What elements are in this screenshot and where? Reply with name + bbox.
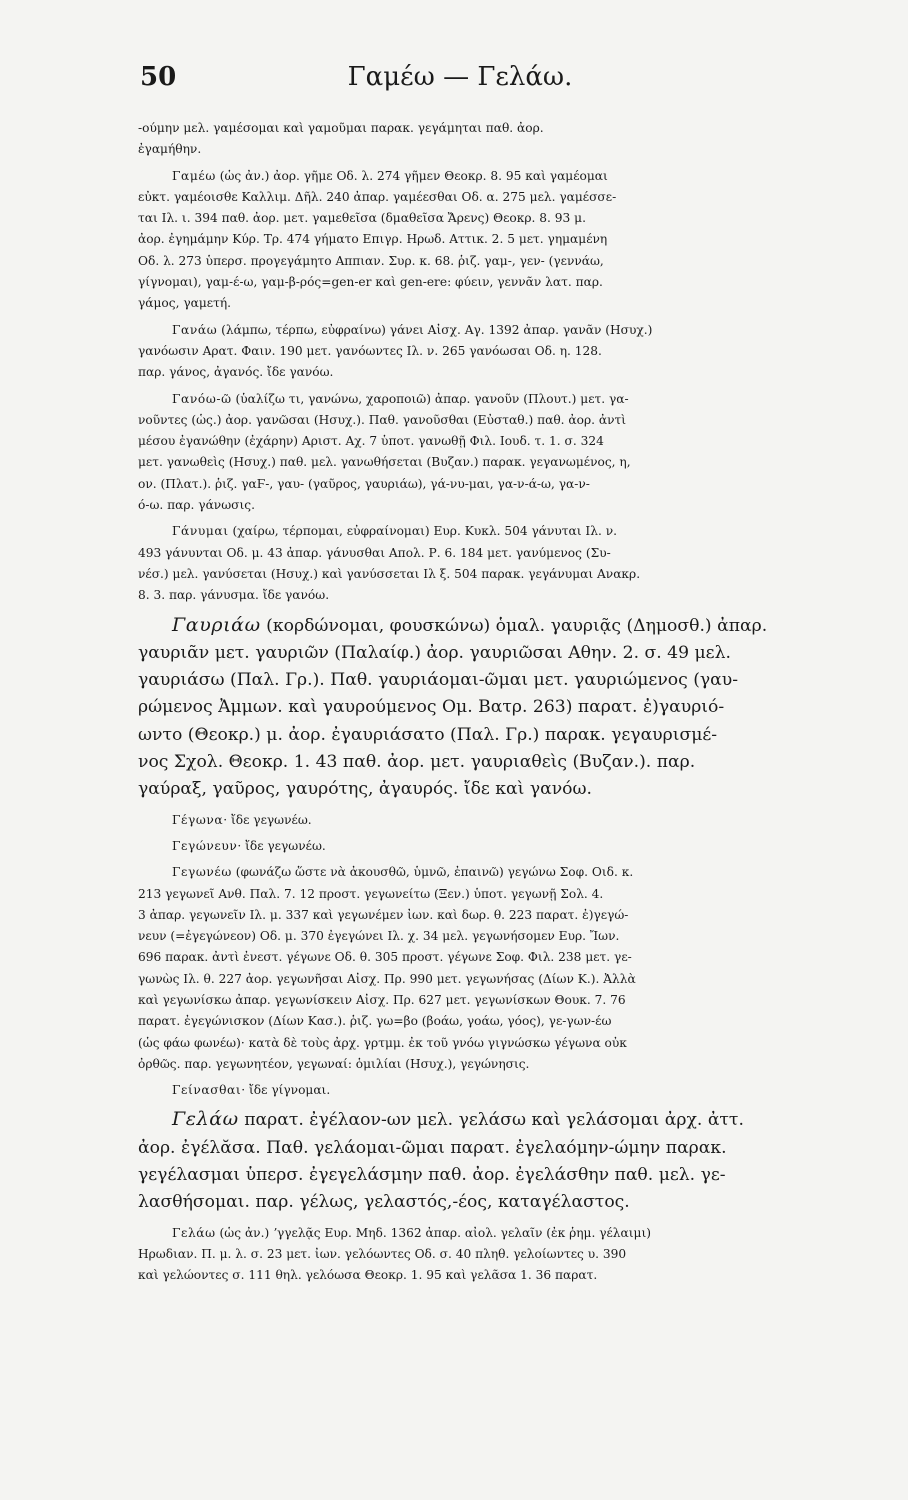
entry-text: (λάμπω, τέρπω, εὐφραίνω) γάνει Αἰσχ. Αγ. 1392 ἀπαρ. γανᾶν (Ησυχ.) xyxy=(217,322,653,337)
entry-line xyxy=(138,926,854,947)
entry-headword: Γαυριάω xyxy=(172,613,261,636)
entry-text: · ἴδε γεγωνέω. xyxy=(223,812,312,827)
entry-headword: Γείνασθαι xyxy=(172,1083,242,1098)
dictionary-entry xyxy=(138,389,854,517)
entry-text: · ἴδε γεγωνέω. xyxy=(237,838,326,853)
entry-text: καὶ γελώοντες σ. 111 θηλ. γελόωσα Θεοκρ. 1. 95 καὶ γελᾶσα 1. 36 παρατ. xyxy=(138,1268,598,1283)
entry-text: (ὡς ἀν.) ʼγγελᾷς Ευρ. Μηδ. 1362 ἀπαρ. αἰολ. γελαῖν (ἐκ ῥημ. γέλαιμι) xyxy=(215,1225,651,1240)
entry-line xyxy=(138,272,854,293)
entry-line xyxy=(138,293,854,314)
entry-text: γάμος, γαμετή. xyxy=(138,296,232,311)
entry-line xyxy=(138,543,854,564)
entry-line xyxy=(138,640,854,667)
entry-text: γαύραξ, γαῦρος, γαυρότης, ἀγαυρός. ἴδε καὶ γανόω. xyxy=(138,779,593,800)
dictionary-entry xyxy=(138,836,854,857)
entry-text: · ἴδε γίγνομαι. xyxy=(241,1083,331,1098)
entry-line xyxy=(138,139,854,160)
entry-line xyxy=(138,884,854,905)
entry-text: παρατ. ἐγεγώνισκον (Δίων Κασ.). ῥιζ. γω=βο (βοάω, γοάω, γόος), γε-γων-έω xyxy=(138,1014,612,1029)
dictionary-entry xyxy=(138,118,854,161)
page-header xyxy=(130,62,790,102)
entry-text: γανόωσιν Αρατ. Φαιν. 190 μετ. γανόωντες Ιλ. ν. 265 γανόωσαι Οδ. η. 128. xyxy=(138,343,602,358)
entry-line xyxy=(138,251,854,272)
entry-text: νέσ.) μελ. γανύσεται (Ησυχ.) καὶ γανύσσεται Ιλ ξ. 504 παρακ. γεγάνυμαι Ανακρ. xyxy=(138,566,641,581)
page-number: 50 xyxy=(140,62,177,92)
entry-line xyxy=(138,474,854,495)
entry-line xyxy=(138,862,854,883)
entry-line xyxy=(138,969,854,990)
entry-text: γωνὼς Ιλ. θ. 227 ἀορ. γεγωνῆσαι Αἰσχ. Πρ. 990 μετ. γεγωνήσας (Δίων Κ.). Ἀλλὰ xyxy=(138,971,636,986)
dictionary-entry xyxy=(138,1080,854,1101)
entry-line xyxy=(138,1011,854,1032)
entry-text: παρατ. ἐγέλαον-ων μελ. γελάσω καὶ γελάσομαι ἀρχ. ἀττ. xyxy=(238,1110,744,1131)
entry-headword: Γάνυμαι xyxy=(172,524,229,539)
entry-headword: Γεγωνέω xyxy=(172,865,232,880)
entry-text: 493 γάνυνται Οδ. μ. 43 ἀπαρ. γάνυσθαι Απολ. Ρ. 6. 184 μετ. γανύμενος (Συ- xyxy=(138,545,611,560)
entry-line xyxy=(138,749,854,776)
entry-text: ὀρθῶς. παρ. γεγωνητέον, γεγωναί: ὁμιλίαι (Ησυχ.), γεγώνησις. xyxy=(138,1056,530,1071)
entry-headword: Γανόω-ῶ xyxy=(172,391,232,406)
entry-text: (κορδώνομαι, φουσκώνω) ὁμαλ. γαυριᾷς (Δημοσθ.) ἀπαρ. xyxy=(260,615,768,636)
entry-line xyxy=(138,452,854,473)
entry-line xyxy=(138,1162,854,1189)
entry-text: μετ. γανωθεὶς (Ησυχ.) παθ. μελ. γανωθήσεται (Βυζαν.) παρακ. γεγανωμένος, η, xyxy=(138,455,631,470)
running-head: Γαμέω — Γελάω. xyxy=(347,62,573,92)
entry-text: μέσου ἐγανώθην (ἐχάρην) Αριστ. Αχ. 7 ὑποτ. γανωθῇ Φιλ. Ιουδ. τ. 1. σ. 324 xyxy=(138,434,604,449)
entry-text: 3 ἀπαρ. γεγωνεῖν Ιλ. μ. 337 καὶ γεγωνέμεν ἰων. καὶ δωρ. θ. 223 παρατ. ἐ)γεγώ- xyxy=(138,907,629,922)
entry-line xyxy=(138,1080,854,1101)
dictionary-entry xyxy=(138,166,854,315)
entry-headword: Γεγώνευν xyxy=(172,838,238,853)
entry-line xyxy=(138,362,854,383)
entry-line xyxy=(138,1135,854,1162)
entry-line xyxy=(138,166,854,187)
entry-line xyxy=(138,836,854,857)
dictionary-entry xyxy=(138,1106,854,1216)
dictionary-body xyxy=(138,118,854,1292)
entry-text: (ὑαλίζω τι, γανώνω, χαροποιῶ) ἀπαρ. γανοῦν (Πλουτ.) μετ. γα- xyxy=(231,391,629,406)
entry-line xyxy=(138,229,854,250)
entry-text: γαυριάσω (Παλ. Γρ.). Παθ. γαυριάομαι-ῶμαι μετ. γαυριώμενος (γαυ- xyxy=(138,670,739,691)
entry-line xyxy=(138,1054,854,1075)
entry-text: νοῦντες (ὡς.) ἀορ. γανῶσαι (Ησυχ.). Παθ. γανοῦσθαι (Εὐσταθ.) παθ. ἀορ. ἀντὶ xyxy=(138,412,627,427)
entry-text: ον. (Πλατ.). ῥιζ. γαϜ-, γαυ- (γαῦρος, γαυριάω), γά-νυ-μαι, γα-ν-ά-ω, γα-ν- xyxy=(138,476,590,491)
entry-text: (ὡς φάω φωνέω)· κατὰ δὲ τοὺς ἀρχ. γρτμμ. ἐκ τοῦ γνόω γιγνώσκω γέγωνα οὐκ xyxy=(138,1035,627,1050)
dictionary-entry xyxy=(138,320,854,384)
entry-line xyxy=(138,320,854,341)
entry-line xyxy=(138,187,854,208)
entry-headword: Γελάω xyxy=(172,1225,216,1240)
entry-line xyxy=(138,585,854,606)
entry-line xyxy=(138,905,854,926)
entry-text: ται Ιλ. ι. 394 παθ. ἀορ. μετ. γαμεθεῖσα (δμαθεῖσα Ἄρενς) Θεοκρ. 8. 93 μ. xyxy=(138,211,586,226)
entry-line xyxy=(138,1244,854,1265)
entry-line xyxy=(138,1106,854,1134)
entry-text: Ηρωδιαν. Π. μ. λ. σ. 23 μετ. ἰων. γελόωντες Οδ. σ. 40 πληθ. γελοίωντες υ. 390 xyxy=(138,1246,627,1261)
entry-text: Οδ. λ. 273 ὑπερσ. προγεγάμητο Αππιαν. Συρ. κ. 68. ῥιζ. γαμ-, γεν- (γεννάω, xyxy=(138,253,604,268)
entry-text: ἀορ. ἐγημάμην Κύρ. Τρ. 474 γήματο Επιγρ. Ηρωδ. Αττικ. 2. 5 μετ. γημαμένη xyxy=(138,232,608,247)
entry-line xyxy=(138,1033,854,1054)
entry-text: ωντο (Θεοκρ.) μ. ἀορ. ἐγαυριάσατο (Παλ. Γρ.) παρακ. γεγαυρισμέ- xyxy=(138,724,718,745)
entry-line xyxy=(138,667,854,694)
dictionary-entry xyxy=(138,862,854,1075)
entry-text: παρ. γάνος, ἀγανός. ἴδε γανόω. xyxy=(138,365,334,380)
entry-text: -ούμην μελ. γαμέσομαι καὶ γαμοῦμαι παρακ. γεγάμηται παθ. ἀορ. xyxy=(138,121,544,135)
entry-headword: Γέγωνα xyxy=(172,812,224,827)
entry-line xyxy=(138,947,854,968)
entry-text: γαυριᾶν μετ. γαυριῶν (Παλαίφ.) ἀορ. γαυριῶσαι Αθην. 2. σ. 49 μελ. xyxy=(138,642,731,663)
entry-text: νος Σχολ. Θεοκρ. 1. 43 παθ. ἀορ. μετ. γαυριαθεὶς (Βυζαν.). παρ. xyxy=(138,752,696,773)
entry-line xyxy=(138,810,854,831)
entry-text: 696 παρακ. ἀντὶ ἐνεστ. γέγωνε Οδ. θ. 305 προστ. γέγωνε Σοφ. Φιλ. 238 μετ. γε- xyxy=(138,950,632,965)
entry-line xyxy=(138,1189,854,1216)
entry-line xyxy=(138,118,854,139)
dictionary-entry xyxy=(138,810,854,831)
entry-text: (ὡς ἀν.) ἀορ. γῆμε Οδ. λ. 274 γῆμεν Θεοκρ. 8. 95 καὶ γαμέομαι xyxy=(215,168,608,183)
dictionary-entry xyxy=(138,521,854,606)
entry-text: γίγνομαι), γαμ-έ-ω, γαμ-β-ρός=gen-er καὶ gen-ere: φύειν, γεννᾶν λατ. παρ. xyxy=(138,275,603,290)
entry-text: γεγέλασμαι ὑπερσ. ἐγεγελάσμην παθ. ἀορ. ἐγελάσθην παθ. μελ. γε- xyxy=(138,1165,726,1186)
entry-text: ό-ω. παρ. γάνωσις. xyxy=(138,498,255,513)
entry-text: ρώμενος Ἀμμων. καὶ γαυρούμενος Ομ. Βατρ. 263) παρατ. ἐ)γαυριό- xyxy=(138,697,725,718)
entry-headword: Γανάω xyxy=(172,322,218,337)
entry-line xyxy=(138,1223,854,1244)
entry-line xyxy=(138,776,854,803)
entry-text: νευν (=ἐγεγώνεον) Οδ. μ. 370 ἐγεγώνει Ιλ. χ. 34 μελ. γεγωνήσομεν Ευρ. Ἴων. xyxy=(138,929,620,944)
entry-line xyxy=(138,521,854,542)
dictionary-entry xyxy=(138,1223,854,1287)
entry-line xyxy=(138,495,854,516)
dictionary-entry xyxy=(138,612,854,804)
entry-text: καὶ γεγωνίσκω ἀπαρ. γεγωνίσκειν Αἰσχ. Πρ. 627 μετ. γεγωνίσκων Θουκ. 7. 76 xyxy=(138,992,626,1007)
entry-line xyxy=(138,341,854,362)
entry-text: 8. 3. παρ. γάνυσμα. ἴδε γανόω. xyxy=(138,588,330,603)
entry-text: ἀορ. ἐγέλᾰσα. Παθ. γελάομαι-ῶμαι παρατ. ἐγελαόμην-ώμην παρακ. xyxy=(138,1137,727,1158)
entry-line xyxy=(138,431,854,452)
entry-line xyxy=(138,1265,854,1286)
entry-text: 213 γεγωνεῖ Ανθ. Παλ. 7. 12 προστ. γεγωνείτω (Ξεν.) ὑποτ. γεγωνῇ Σολ. 4. xyxy=(138,886,604,901)
entry-text: (φωνάζω ὥστε νὰ ἀκουσθῶ, ὑμνῶ, ἐπαινῶ) γεγώνω Σοφ. Οιδ. κ. xyxy=(231,865,634,880)
entry-text: λασθήσομαι. παρ. γέλως, γελαστός,-έος, καταγέλαστος. xyxy=(138,1192,630,1213)
entry-text: εὐκτ. γαμέοισθε Καλλιμ. Δῆλ. 240 ἀπαρ. γαμέεσθαι Οδ. α. 275 μελ. γαμέσσε- xyxy=(138,189,617,204)
entry-line xyxy=(138,694,854,721)
entry-headword: Γαμέω xyxy=(172,168,216,183)
entry-text: (χαίρω, τέρπομαι, εὐφραίνομαι) Ευρ. Κυκλ. 504 γάνυται Ιλ. ν. xyxy=(228,524,617,539)
entry-text: ἐγαμήθην. xyxy=(138,142,202,157)
entry-line xyxy=(138,564,854,585)
entry-line xyxy=(138,208,854,229)
entry-line xyxy=(138,410,854,431)
entry-line xyxy=(138,990,854,1011)
entry-headword: Γελάω xyxy=(172,1108,239,1131)
entry-line xyxy=(138,612,854,640)
entry-line xyxy=(138,722,854,749)
entry-line xyxy=(138,389,854,410)
